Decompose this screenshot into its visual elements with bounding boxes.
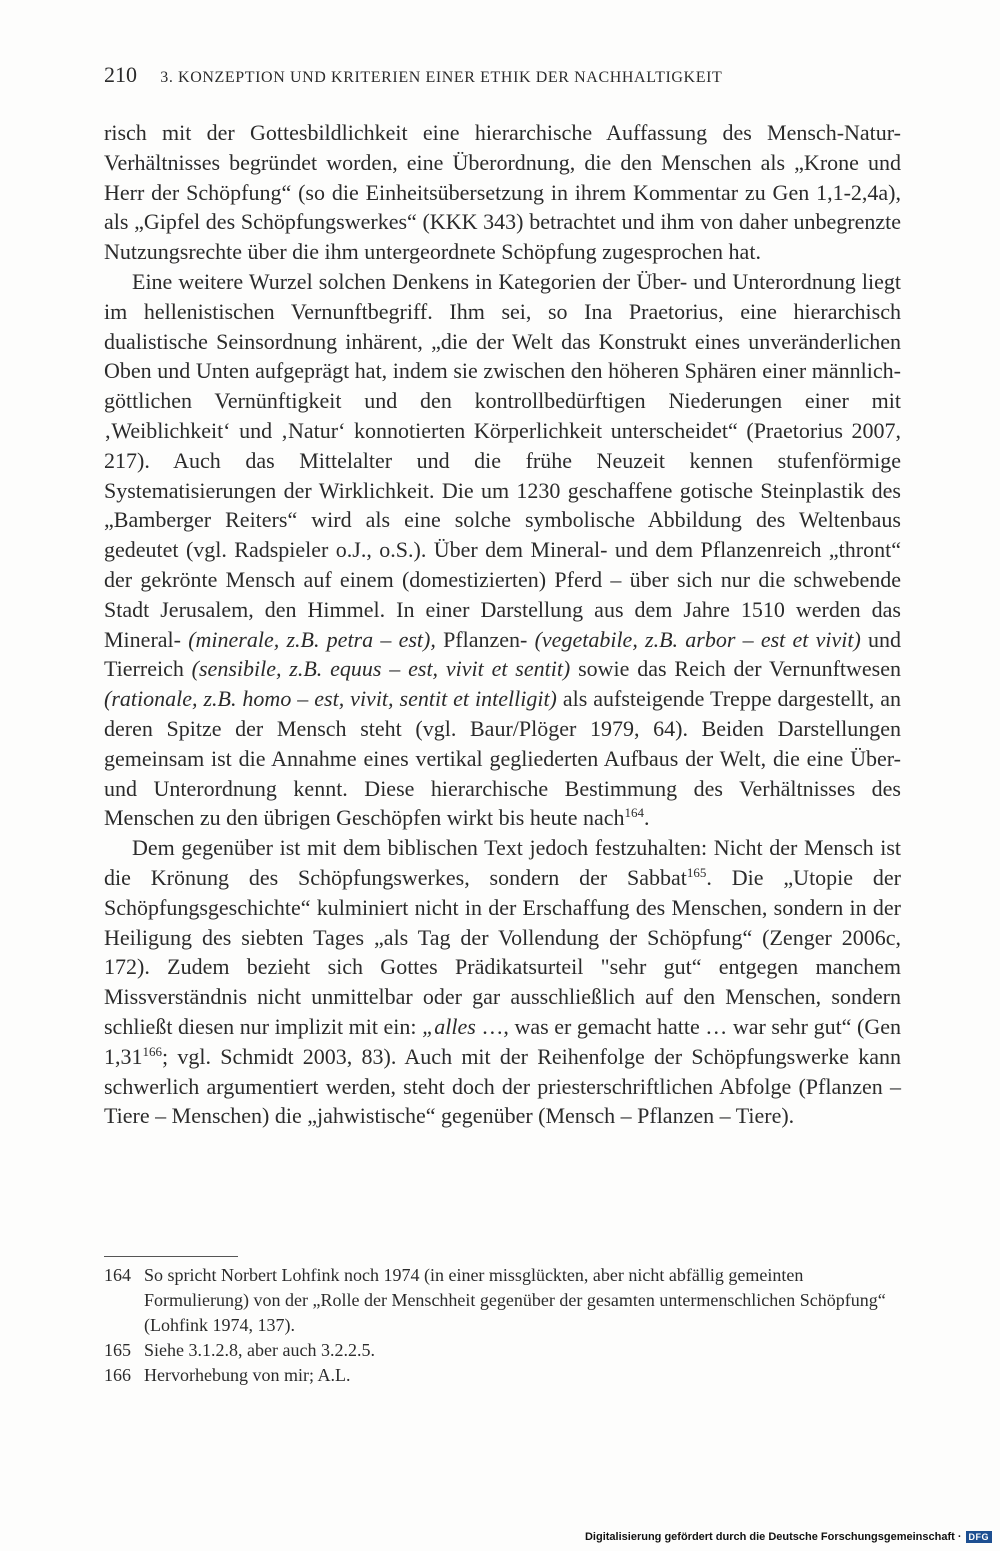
paragraph-1: risch mit der Gottesbildlichkeit eine hierarchische Auffassung des Mensch-Natur-Verhältnisses begründet worden, eine Überordnung, die den Menschen als „Krone und Herr der Schöpfung“ (so die Einheitsübersetzung in ihrem Kommentar zu Gen 1,1-2,4a), als „Gipfel des Schöpfungswerkes“ (KKK 343) betrachtet und ihm von daher unbegrenzte Nutzungsrechte über die ihm untergeordnete Schöpfung zugesprochen hat. (104, 120, 901, 265)
footnote-number: 165 (104, 1340, 131, 1360)
footnote-165 (104, 1338, 901, 1363)
text-run: . (644, 805, 650, 831)
digitization-text: Digitalisierung gefördert durch die Deutsche Forschungsgemeinschaft · (584, 1531, 962, 1543)
footnote-divider (104, 1256, 238, 1257)
text-run: ; vgl. Schmidt 2003, 83). Auch mit der Reihenfolge der Schöpfungswerke kann schwerlich argumentiert werden, steht doch der priesterschriftlichen Abfolge (Pflanzen – Tiere – Menschen) die „jahwistische“ gegenüber (Mensch – Pflanzen – Tiere). (104, 1043, 901, 1129)
footnote-text: So spricht Norbert Lohfink noch 1974 (in einer missglückten, aber nicht abfällig gemeinten Formulierung) von der „Rolle der Menschheit gegenüber der gesamten untermenschlichen Schöpfung“ (Lohfink 1974, 137). (144, 1265, 886, 1335)
body-text (104, 118, 901, 1131)
footnote-ref-166: 166 (142, 1043, 162, 1059)
text-run: . Die „Utopie der Schöpfungsgeschichte“ kulminiert nicht in der Erschaffung des Menschen, sondern in der Heiligung des siebten Tages „als Tag der Vollendung der Schöpfung“ (Zenger 2006c, 172). Zudem bezieht sich Gottes Prädikatsurteil "sehr gut“ entgegen manchem Missverständnis nicht unmittelbar oder gar ausschließlich auf den Menschen, sondern schließt diesen nur implizit mit ein: (104, 864, 902, 1039)
footnote-ref-165: 165 (686, 864, 707, 880)
italic-run: (minerale, z.B. petra – est), (188, 626, 436, 652)
text-run: sowie das Reich der Vernunftwesen (570, 656, 902, 682)
footnote-number: 166 (104, 1365, 131, 1385)
page-header (104, 62, 904, 88)
paragraph-2 (104, 267, 901, 833)
text-run: Eine weitere Wurzel solchen Denkens in Kategorien der Über- und Unterordnung liegt im hellenistischen Vernunftbegriff. Ihm sei, so Ina Praetorius, eine hierarchisch dualistische Seinsordnung inhärent, „die der Welt das Konstrukt eines unveränderlichen Oben und Unten aufgeprägt hat, indem sie zwischen den höheren Sphären einer männlich-göttlichen Vernünftigkeit und den kontrollbedürftigen Niederungen einer mit ‚Weiblichkeit‘ und ‚Natur‘ konnotierten Körperlichkeit unterscheidet“ (Praetorius 2007, 217). Auch das Mittelalter und die frühe Neuzeit kennen stufenförmige Systematisierungen der Wirklichkeit. Die um 1230 geschaffene gotische Steinplastik des „Bamberger Reiters“ wird als eine solche symbolische Abbildung des Weltenbaus gedeutet (vgl. Radspieler o.J., o.S.). Über dem Mineral- und dem Pflanzenreich „thront“ der gekrönte Mensch auf einem (domestizierten) Pferd – über sich nur die schwebende Stadt Jerusalem, den Himmel. In einer Darstellung aus dem Jahre 1510 werden das Mineral- (104, 268, 901, 652)
text-run: …, was er gemacht hatte … war sehr gut“ (Gen 1,31 (104, 1013, 901, 1069)
italic-run: (rationale, z.B. homo – est, vivit, sentit et intelligit) (104, 686, 557, 712)
footnote-text: Hervorhebung von mir; A.L. (144, 1365, 351, 1385)
running-title: 3. KONZEPTION UND KRITERIEN EINER ETHIK DER NACHHALTIGKEIT (160, 69, 723, 86)
dfg-logo: DFG (966, 1531, 993, 1543)
footnotes (104, 1263, 901, 1388)
footnote-ref-164: 164 (624, 805, 645, 821)
footnote-164 (104, 1263, 901, 1338)
text-run: und Tierreich (104, 626, 902, 682)
text-run: Dem gegenüber ist mit dem biblischen Text jedoch festzuhalten: Nicht der Mensch ist die Krönung des Schöpfungswerkes, sondern der Sabbat (104, 835, 901, 890)
text-run: Pflanzen- (435, 626, 535, 652)
footnote-text: Siehe 3.1.2.8, aber auch 3.2.2.5. (144, 1340, 375, 1360)
digitization-notice (585, 1531, 992, 1543)
italic-run: (sensibile, z.B. equus – est, vivit et sentit) (191, 656, 571, 682)
footnote-number: 164 (104, 1265, 131, 1285)
text-run: als aufsteigende Treppe dargestellt, an deren Spitze der Mensch steht (vgl. Baur/Plöger 1979, 64). Beiden Darstellungen gemeinsam ist die Annahme eines vertikal gegliederten Aufbaus der Welt, die eine Über- und Unterordnung kennt. Diese hierarchische Bestimmung des Verhältnisses des Menschen zu den übrigen Geschöpfen wirkt bis heute nach (104, 686, 901, 831)
italic-run: „alles (422, 1013, 476, 1039)
paragraph-3 (104, 833, 901, 1131)
page-number: 210 (104, 62, 137, 87)
italic-run: (vegetabile, z.B. arbor – est et vivit) (534, 626, 861, 652)
footnote-166 (104, 1363, 901, 1388)
